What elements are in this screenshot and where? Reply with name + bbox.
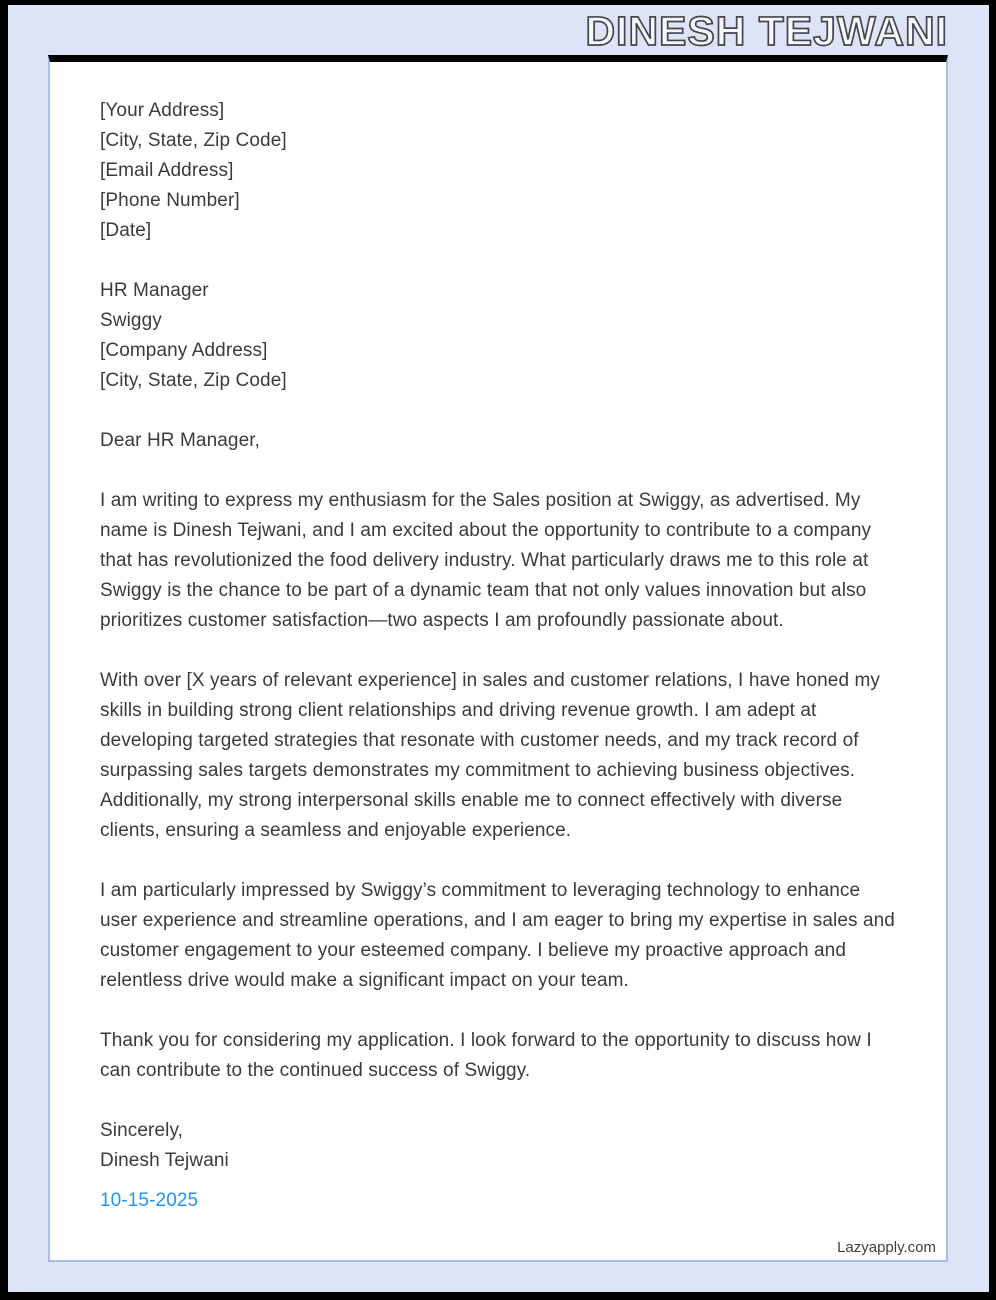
recipient-line: [City, State, Zip Code]	[100, 370, 287, 391]
brand-watermark: Lazyapply.com	[837, 1239, 936, 1256]
page-background	[8, 5, 989, 1292]
sender-address-line: [City, State, Zip Code]	[100, 130, 287, 151]
signature-name: Dinesh Tejwani	[100, 1150, 229, 1171]
page-title: DINESH TEJWANI	[585, 8, 948, 54]
recipient-line: [Company Address]	[100, 340, 268, 361]
recipient-address-block	[100, 276, 896, 396]
sender-address-line: [Date]	[100, 220, 152, 241]
letter-paragraph-3: I am particularly impressed by Swiggy’s commitment to leveraging technology to enhance user experience and streamline operations, and I am eager to bring my expertise in sales and customer engagement to your esteemed company. I believe my proactive approach and relentless drive would make a significant impact on your team.	[100, 880, 895, 991]
sender-address-line: [Phone Number]	[100, 190, 240, 211]
closing-block	[100, 1116, 896, 1176]
closing-word: Sincerely,	[100, 1120, 184, 1141]
letter-paragraph-4: Thank you for considering my application. I look forward to the opportunity to discuss how I can contribute to the continued success of Swiggy.	[100, 1030, 872, 1081]
letter-body	[50, 62, 946, 1216]
recipient-line: HR Manager	[100, 280, 209, 301]
sender-address-line: [Your Address]	[100, 100, 225, 121]
sender-address-block	[100, 96, 896, 246]
letter-paragraph-1: I am writing to express my enthusiasm for the Sales position at Swiggy, as advertised. My name is Dinesh Tejwani, and I am excited about the opportunity to contribute to a company that has revolutionized the food delivery industry. What particularly draws me to this role at Swiggy is the chance to be part of a dynamic team that not only values innovation but also prioritizes customer satisfaction—two aspects I am profoundly passionate about.	[100, 490, 872, 631]
sender-address-line: [Email Address]	[100, 160, 234, 181]
salutation: Dear HR Manager,	[100, 430, 261, 451]
letter-paper	[48, 55, 948, 1262]
recipient-line: Swiggy	[100, 310, 162, 331]
letter-date: 10-15-2025	[100, 1190, 199, 1211]
letter-paragraph-2: With over [X years of relevant experience] in sales and customer relations, I have honed my skills in building strong client relationships and driving revenue growth. I am adept at developing targeted strategies that resonate with customer needs, and my track record of surpassing sales targets demonstrates my commitment to achieving business objectives. Additionally, my strong interpersonal skills enable me to connect effectively with diverse clients, ensuring a seamless and enjoyable experience.	[100, 670, 881, 841]
